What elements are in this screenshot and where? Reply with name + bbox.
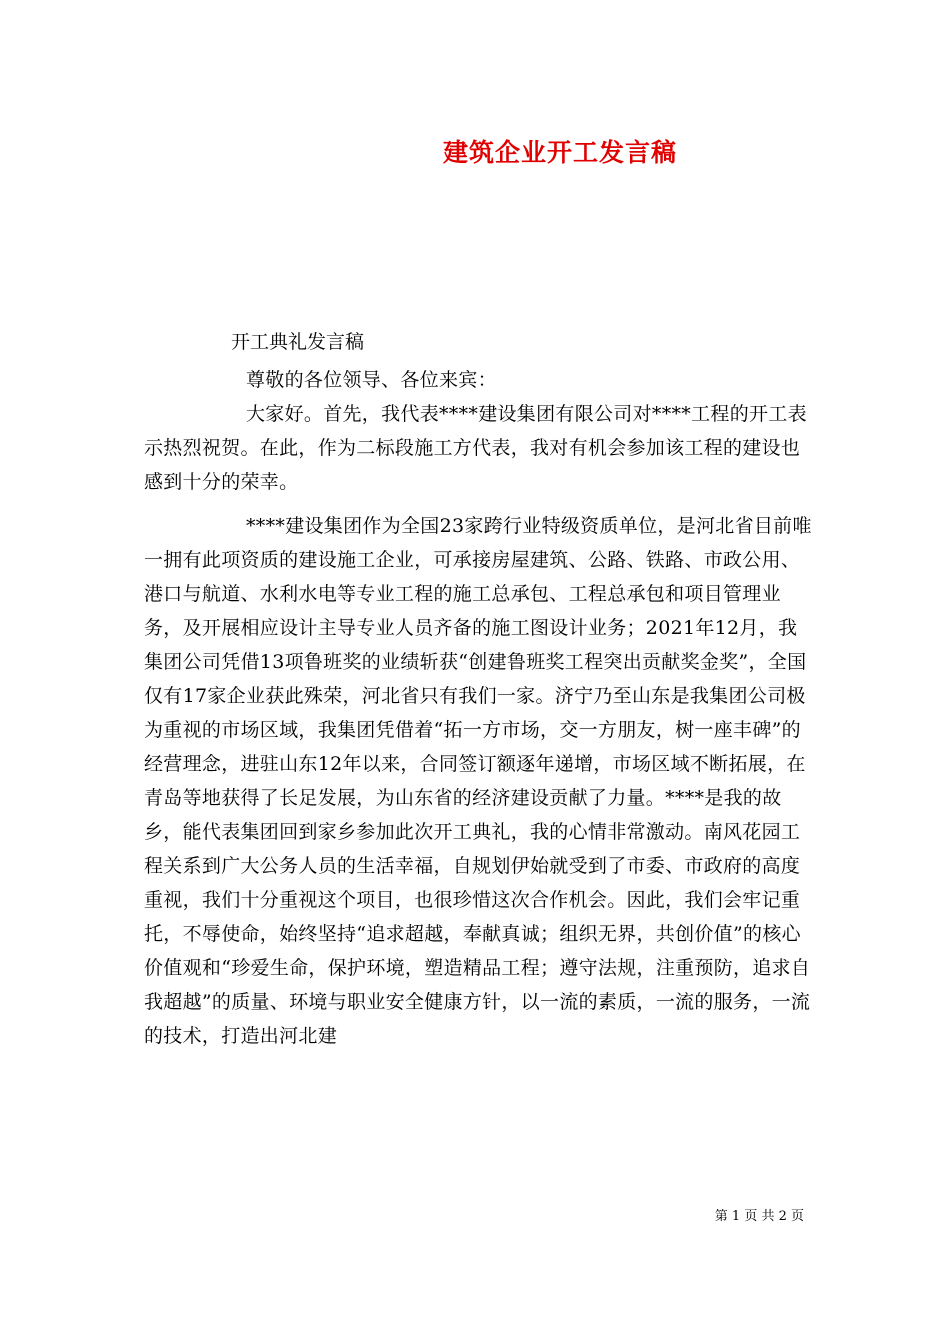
body-paragraph: ****建设集团作为全国23家跨行业特级资质单位，是河北省目前唯一拥有此项资质的建设施工企业，可承接房屋建筑、公路、铁路、市政公用、港口与航道、水利水电等专业工程的施工总承包、工程总承包和项目管理业务，及开展相应设计主导专业人员齐备的施工图设计业务；2021年12月，我集团公司凭借13项鲁班奖的业绩斩获“创建鲁班奖工程突出贡献奖金奖”，全国仅有17家企业获此殊荣，河北省只有我们一家。济宁乃至山东是我集团公司极为重视的市场区域，我集团凭借着“拓一方市场，交一方朋友，树一座丰碑”的经营理念，进驻山东12年以来，合同签订额逐年递增，市场区域不断拓展，在青岛等地获得了长足发展，为山东省的经济建设贡献了力量。****是我的故乡，能代表集团回到家乡参加此次开工典礼，我的心情非常激动。南风花园工程关系到广大公务人员的生活幸福，自规划伊始就受到了市委、市政府的高度重视，我们十分重视这个项目，也很珍惜这次合作机会。因此，我们会牢记重托，不辱使命，始终坚持“追求超越，奉献真诚；组织无界，共创价值”的核心价值观和“珍爱生命，保护环境，塑造精品工程；遵守法规，注重预防，追求自我超越”的质量、环境与职业安全健康方针，以一流的素质，一流的服务，一流的技术，打造出河北建 <box>144 515 812 1047</box>
page-number-footer: 第 1 页 共 2 页 <box>714 1209 804 1224</box>
greeting-line: 尊敬的各位领导、各位来宾： <box>246 369 497 391</box>
body-paragraph: 大家好。首先，我代表****建设集团有限公司对****工程的开工表示热烈祝贺。在此，作为二标段施工方代表，我对有机会参加该工程的建设也感到十分的荣幸。 <box>144 403 807 493</box>
document-title: 建筑企业开工发言稿 <box>442 138 677 167</box>
speech-subtitle: 开工典礼发言稿 <box>231 331 365 353</box>
